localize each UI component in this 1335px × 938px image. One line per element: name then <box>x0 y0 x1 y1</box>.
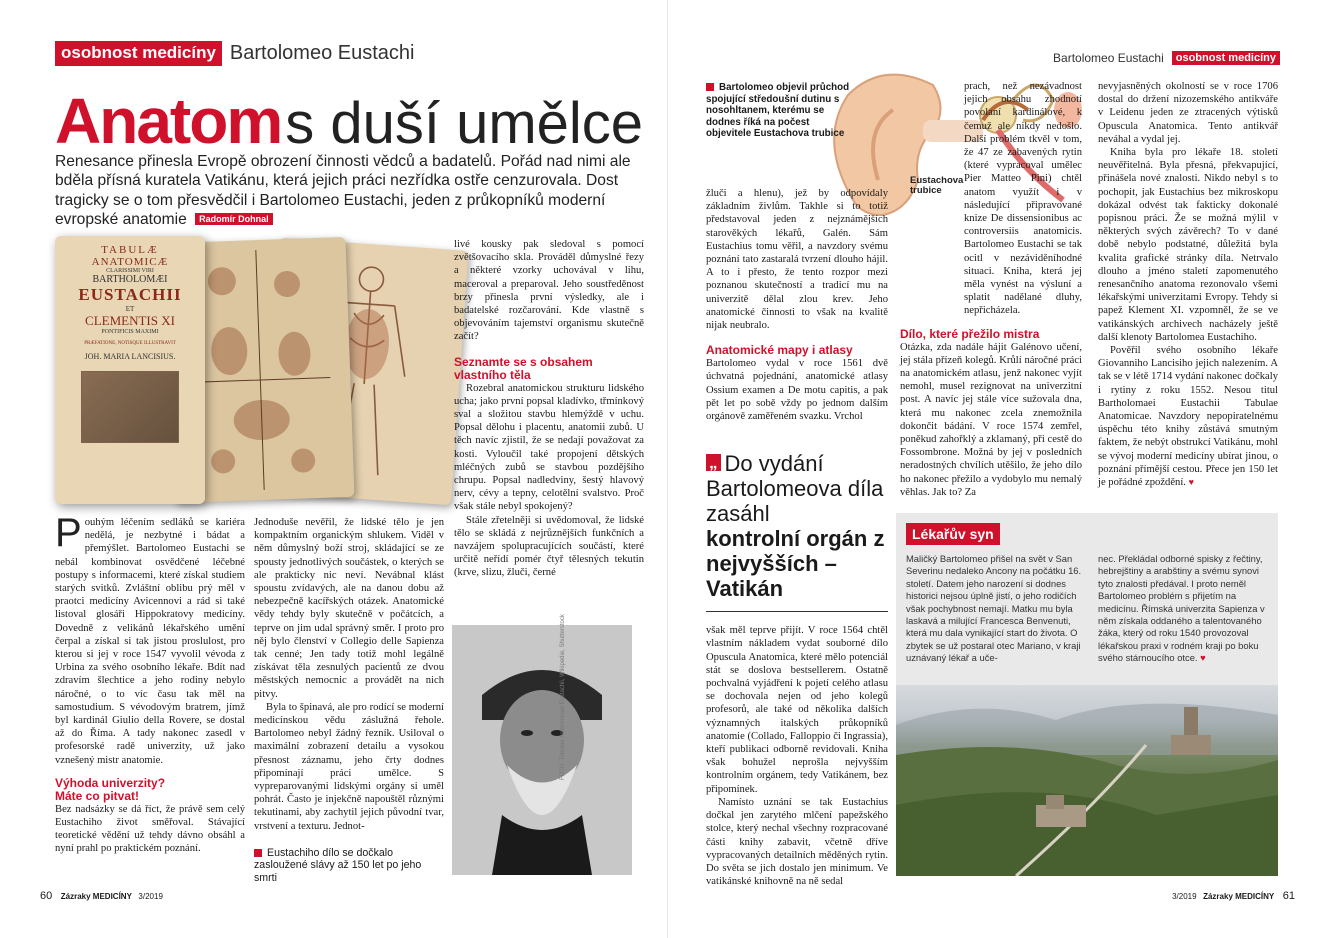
title-page-line: BARTHOLOMÆI <box>92 274 168 285</box>
portrait-caption: Eustachiho dílo se dočkalo zasloužené slávy až 150 let po jeho smrti <box>254 847 444 885</box>
subhead-dilo: Dílo, které přežilo mistra <box>900 326 1040 341</box>
right-page <box>668 0 1335 938</box>
title-page-line: TABULÆ <box>101 244 159 256</box>
book-illustration <box>55 236 465 506</box>
box-title: Lékařův syn <box>906 523 1000 545</box>
header-name: Bartolomeo Eustachi <box>1053 51 1164 65</box>
col2-paragraph-2: Byla to špinavá, ale pro rodící se moderní medicínskou vědu záslužná řehole. Bartolomeo nebyl žádný řezník. Usiloval o maximální zobrazení detailu a vysokou přesnost záznamu, jeho črty dodnes připomínají práci umělce. S vypreparovanými lidskými orgány si uměl pohrát. Často je injekčně napouštěl různými tekutinami, aby zachytil jejich původní tvar, vrstvení a texturu. Jednot- <box>254 701 444 832</box>
rcol2-paragraph: prach, než nezávadnost jejich obsahu zhodnotí povolaní kardinálové, k čemuž ale nikdy nedošlo. Další problém tkvěl v tom, že 47 ze zabavených rytin (které vypracoval umělec Pier Matteo Pini) chtěl anatom využít i v následující připravované knize De dissensionibus ac controversiis anatomicis. Bartolomeo Eustachi se tak ocitl v nezáviděníhodné situaci. Kniha, která jej měla vynést na výsluní a splatit nadělané dluhy, nepřicházela. <box>964 81 1082 317</box>
footer-brand: Zázraky MEDICÍNY <box>1203 892 1275 901</box>
header-name: Bartolomeo Eustachi <box>229 41 415 64</box>
portrait-image <box>452 625 632 875</box>
col2-paragraph: Jednoduše nevěřil, že lidské tělo je jen kompaktním organickým shlukem. Viděl v něm důmyslný boží stroj, skládající se ze spousty jednotlivých součástek, o kterých se ale prakticky nic neví. Nevábnal klást spoustu zvídavých, ale na danou dobu až nebezpečně kacířských otázek. Anatomické vědy tehdy byly skutečně v počátcích, a teprve on jim udal správný směr. I proto pro něj bylo členství v Collegio delle Sapienza tak cenné; Jen tady totiž mohl legálně získávat těla zesnulých pacientů ze dvou městských nemocnic a provádět na nich pitvy. <box>254 517 444 700</box>
footer-issue: 3/2019 <box>1172 892 1197 901</box>
subhead-vyhoda: Výhoda univerzity? Máte co pitvat! <box>55 775 166 803</box>
right-header <box>1053 51 1280 65</box>
title-page-line: ANATOMICÆ <box>91 256 169 268</box>
rcol1-paragraph-3: však měl teprve přijít. V roce 1564 chtěl vlastním nákladem vydat souborné dílo Opuscula Anatomica, které mělo potenciál stát se doslova bestsellerem. Ostatně pochvalná vyjádření k pojetí celého atlasu se dochovala nejen od jeho kolegů profesorů, ale také od několika dalších významných italských průkopníků anatomie (Collado, Falloppio či Ingrassia), kteří publikaci odborně revidovali. Kniha však bohužel neprošla nejvyšším kontrolním orgánem, tedy Vatikánem, bez připomínek. <box>706 625 888 795</box>
rcol1-paragraph: žluči a hlenu), jež by odpovídaly základním živlům. Takhle si to totiž představoval jeden z nejznámějších starověkých lékařů, Galén. Sám Eustachius tomu věřil, a navzdory svému poznání tato zastaralá tvrzení dlouho hájil. A to i přesto, že tento rozpor mezi poznanou skutečností a tradicí mu na univerzitě dělal zlou krev. Jeho anatomické činnosti to však na kvalitě nijak neubralo. <box>706 188 888 332</box>
rcol1-paragraph-4: Namísto uznání se tak Eustachius dočkal jen zarytého mlčení papežského stolce, který nechal všechny rozpracované části knihy zabavit, včetně dříve vypracovaných detailních měděných rytin. Do světa se jich dostalo jen minimum. Ve vatikánské knihovně na ně sedal <box>706 796 888 888</box>
ear-label: Eustachova trubice <box>910 175 964 196</box>
quote-mark-icon: „ <box>706 454 721 471</box>
left-footer <box>40 890 163 902</box>
col3-paragraph: livé kousky pak sledoval s pomocí zvětšovacího skla. Prováděl důmyslné řezy a některé vzorky uchovával v lihu, maceroval a preparoval. Jeho soustředěnost brzy přinesla první výsledky, ale i badatelské rozčarování. Kde vlastně s objevováním tajemství organismu skutečně začít? <box>454 239 644 343</box>
rcol3-paragraph-3: Pověřil svého osobního lékaře Giovanniho Lancisiho jejich nalezením. A tak se v létě 1714 vydání nakonec dočkaly i rytiny z roku 1552. Nesou titul Bartholomaei Eustachii Tabulae Anatomicae. Navzdory nepopiratelnému úspěchu této knihy zůstává smutným faktem, že nebýt obstrukcí Vatikánu, mohl se vývoj moderní medicíny ubírat jinou, o poznání přímější cestou. Přece jen 150 let je pořádné zpoždění. ♥ <box>1098 345 1278 489</box>
left-col-2 <box>254 516 444 884</box>
left-col-1 <box>55 511 245 856</box>
right-col-3 <box>1098 80 1278 489</box>
lead-text: Renesance přinesla Evropě obrození činnosti vědců a badatelů. Pořád nad nimi ale bděla přísná kuratela Vatikánu, která jejich práci nezřídka ostře cenzurovala. Dost tragicky se o tom přesvědčil i Bartolomeo Eustachi, jeden z průkopníků moderní evropské anatomie <box>55 153 631 228</box>
drop-cap: P <box>55 511 82 555</box>
title-page-line: ET <box>125 305 135 313</box>
end-heart-icon: ♥ <box>1188 477 1194 488</box>
section-tag: osobnost medicíny <box>55 41 222 66</box>
main-title <box>55 84 644 158</box>
box-col-1: Maličký Bartolomeo přišel na svět v San Severinu nedaleko Ancony na počátku 16. století. Datem jeho narození si dodnes historici nejsou úplně jistí, o jeho rodičích však pochybnost nemají. Matku mu byla laskavá a milující Francesca Benvenuti, která mu dala vynikající start do života. O zbytek se už postaral otec Mariano, v kraji uznávaný lékař a uče- <box>906 553 1082 664</box>
rcol3-paragraph-2: Kniha byla pro lékaře 18. století neuvěřitelná. Byla přesná, překvapující, přinášela nové znalosti. Nikdo nebyl s to pochopit, jak Eustachius bez mikroskopu dokázal odvést tak fakticky dokonalé popisnou práci. Že se možná mýlil v některých svých závěrech? To v dané době nebylo podstatné, důležitá byla kvalita grafické stránky díla. Netrvalo dlouho a jméno staletí zapomenutého renesančního anatoma rezonovalo všemi lékařskými univerzitami Evropy. Tehdy si papež Klement XI. vzpomněl, že se ve vatikánských archivech nacházely ještě další klenoty Bartolomea Eustachiho. <box>1098 147 1278 343</box>
landscape-icon <box>896 685 1278 876</box>
rcol1-paragraph-2: Bartolomeo vydal v roce 1561 dvě úchvatná pojednání, anatomické atlasy Ossium examen a De motu capitis, a pak pět let po sobě vždy po jednom dalším orgánově zaměřeném svazku. Vrchol <box>706 358 888 423</box>
subhead-seznamte: Seznamte se s obsahem vlastního těla <box>454 354 593 382</box>
title-page-line: PONTIFICIS MAXIMI <box>101 329 159 335</box>
lead-block <box>55 152 645 229</box>
rcol3-paragraph: nevyjasněných okolností se v roce 1706 dostal do držení nizozemského antikváře v Leidenu jeden ze ztracených výtisků Opuscula Anatomica. Tento antikvář neváhal a vydal jej. <box>1098 81 1278 145</box>
left-col-3 <box>454 238 644 580</box>
col3-paragraph-3: Stále zřetelněji si uvědomoval, že lidské tělo se skládá z nejrůznějších funkčních a navzájem spolupracujících součástí, které určitě neřídí pomér čtyř tělesných tekutin (krve, slizu, žluči, černé <box>454 514 644 579</box>
footer-brand: Zázraky MEDICÍNY <box>60 892 132 901</box>
right-footer <box>1172 890 1295 902</box>
pull-quote <box>706 451 888 612</box>
title-page-line: JOH. MARIA LANCISIUS. <box>84 352 176 361</box>
ear-caption: Bartolomeo objevil průchod spojující středoušní dutinu s nosohltanem, kterému se dodnes říká na počest objevitele Eustachova trubice <box>706 82 856 140</box>
title-rest: s duší umělce <box>285 91 644 156</box>
section-tag: osobnost medicíny <box>1172 51 1280 65</box>
title-page-line: CLARISSIMI VIRI <box>106 268 154 274</box>
quote-bold: kontrolní orgán z nejvyšších – Vatikán <box>706 526 885 602</box>
portrait-icon <box>452 625 632 875</box>
photo-credit: FOTO: Tabulae Anatomicae Eustachii, Wikipedie, Shutterstock <box>560 614 566 780</box>
page-number: 61 <box>1282 890 1295 902</box>
left-page <box>0 0 667 938</box>
col3-paragraph-2: Rozebral anatomickou strukturu lidského ucha; jako první popsal kladívko, třmínkový sval a složitou stavbu hlemýždě v uchu. Popsal dělohu i placentu, anatomii zubů. U těch navíc zjistil, že se nedají považovat za kosti. Vyloučil také propojení dětských mléčných zubů se stavbou pozdějšího chrupu. Popsal nadledviny, šestý hlavový nerv, cévy a tepny, celotělní svalstvo. Proč však stále nebyl spokojený? <box>454 382 644 513</box>
page-number: 60 <box>40 890 53 902</box>
engraving-icon <box>81 371 179 443</box>
title-bold: Anatom <box>55 85 282 157</box>
title-page <box>55 236 205 504</box>
box-heart-icon: ♥ <box>1200 652 1206 664</box>
col1-paragraph-2: Bez nadsázky se dá říct, že právě sem celý Eustachiho život směřoval. Stávající teoretické vědění už tehdy dávno obsáhl a nyní prahl po praktickém poznání. <box>55 803 245 855</box>
subhead-mapy: Anatomické mapy i atlasy <box>706 343 853 358</box>
left-header <box>55 40 414 66</box>
title-page-line: PRÆFATIONE, NOTISQUE ILLUSTRAVIT <box>84 341 176 346</box>
box-col-2: nec. Překládal odborné spisky z řečtiny, hebrejštiny a arabštiny a svému synovi tyto znalosti předával. I proto neměl Bartolomeo problém s přijetím na medicínu. Římská univerzita Sapienza v něm získala oddaného a talentovaného žáka, který od roku 1540 provozoval lékařskou praxi v rodném kraji po boku svého stárnoucího otce. ♥ <box>1098 553 1265 664</box>
footer-issue: 3/2019 <box>138 892 163 901</box>
title-page-line: CLEMENTIS XI <box>85 313 175 328</box>
title-page-line: EUSTACHII <box>78 285 182 304</box>
info-box <box>896 513 1278 876</box>
landscape-photo <box>896 685 1278 876</box>
right-col-1 <box>706 187 888 888</box>
col1-paragraph: Pouhým léčením sedláků se kariéra nedělá, je nezbytné i bádat a přemýšlet. Bartolomeo Eustachi se nebál kombinovat osvědčené léčebné postupy s informacemi, které získal studiem starých svitků. Zvláštní oblibu prý měl v praotci medicíny Avicennovi a rád si také listoval glosáři Hippokratovy medicíny. Dovedně z velikánů lékařského umění čerpal a získal si tak jistou proslulost, pro kterou si jej v roce 1547 vyvolil vévoda z Urbina za svého osobního lékaře. Bdít nad zdravím šlechtice a jeho rodiny nebylo náročné, o to víc času tak měl na samostudium. S vévodovým bratrem, jímž byl kardinál Giulio della Rovere, se dostal až do Říma. A tady nakonec zasedl v profesorské radě univerzity, už jako vznešený mistr anatomie. <box>55 511 245 766</box>
quote-light: Do vydání Bartolomeova díla zasáhl <box>706 451 884 527</box>
rcol2-paragraph-2: Otázka, zda nadále hájit Galénovo učení, jej stála přízeň kolegů. Krůlí náročné práci na anatomickém atlasu, jenž nakonec vyjít nemohl, musel rezignovat na univerzitní post. A navíc jej stále více sužovala dna, která mu nakonec zcela znemožnila dokončit bádání. V roce 1574 zemřel, poněkud zahořklý a zklamaný, při cestě do Fossombrone. Možná by jej v posledních neradostných chvílích utěšilo, že jeho dílo ho nakonec přežilo a vydobylo mu nemalý věhlas. Jak to? Za <box>900 341 1082 498</box>
right-col-2 <box>900 80 1082 499</box>
author-tag: Radomír Dohnal <box>195 213 273 225</box>
